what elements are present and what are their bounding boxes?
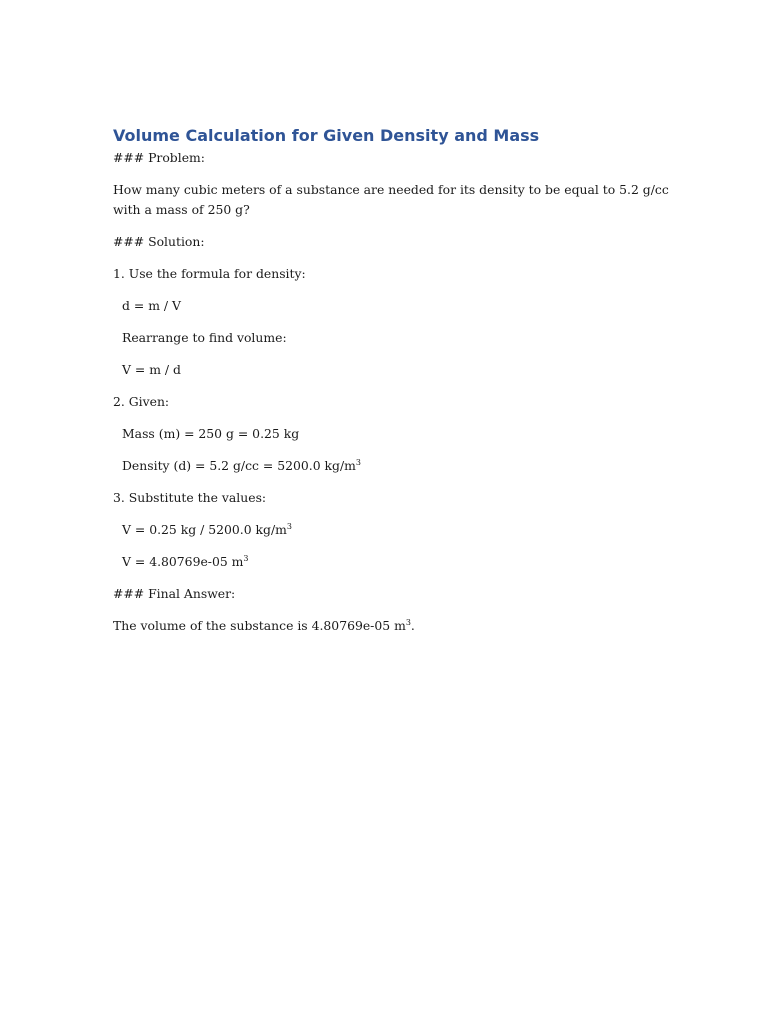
superscript-cubed: 3 bbox=[286, 522, 292, 531]
superscript-cubed: 3 bbox=[355, 458, 361, 467]
problem-text: How many cubic meters of a substance are needed for its density to be equal to 5.2 g/cc with a mass of 250 g? bbox=[113, 182, 669, 217]
result-line bbox=[113, 552, 673, 572]
superscript-cubed: 3 bbox=[405, 618, 411, 627]
density-formula: d = m / V bbox=[122, 298, 181, 313]
substitution-text: V = 0.25 kg / 5200.0 kg/m bbox=[122, 522, 287, 537]
given-density-text: Density (d) = 5.2 g/cc = 5200.0 kg/m bbox=[122, 458, 356, 473]
result-text: V = 4.80769e-05 m bbox=[122, 554, 244, 569]
step-2-label: 2. Given: bbox=[113, 394, 170, 409]
final-answer-heading: ### Final Answer: bbox=[113, 586, 236, 601]
problem-heading: ### Problem: bbox=[113, 150, 205, 165]
final-answer-suffix: . bbox=[410, 618, 415, 633]
final-answer-prefix: The volume of the substance is 4.80769e-05 m bbox=[113, 618, 406, 633]
substitution-line bbox=[113, 520, 673, 540]
given-mass: Mass (m) = 250 g = 0.25 kg bbox=[122, 426, 300, 441]
document-page bbox=[113, 122, 673, 648]
step-3-label: 3. Substitute the values: bbox=[113, 490, 267, 505]
document-title: Volume Calculation for Given Density and Mass bbox=[113, 126, 540, 145]
rearrange-text: Rearrange to find volume: bbox=[122, 330, 287, 345]
superscript-cubed: 3 bbox=[243, 554, 249, 563]
final-answer-text bbox=[113, 616, 673, 636]
step-1-label: 1. Use the formula for density: bbox=[113, 266, 306, 281]
given-density bbox=[113, 456, 673, 476]
volume-formula: V = m / d bbox=[122, 362, 181, 377]
solution-heading: ### Solution: bbox=[113, 234, 205, 249]
